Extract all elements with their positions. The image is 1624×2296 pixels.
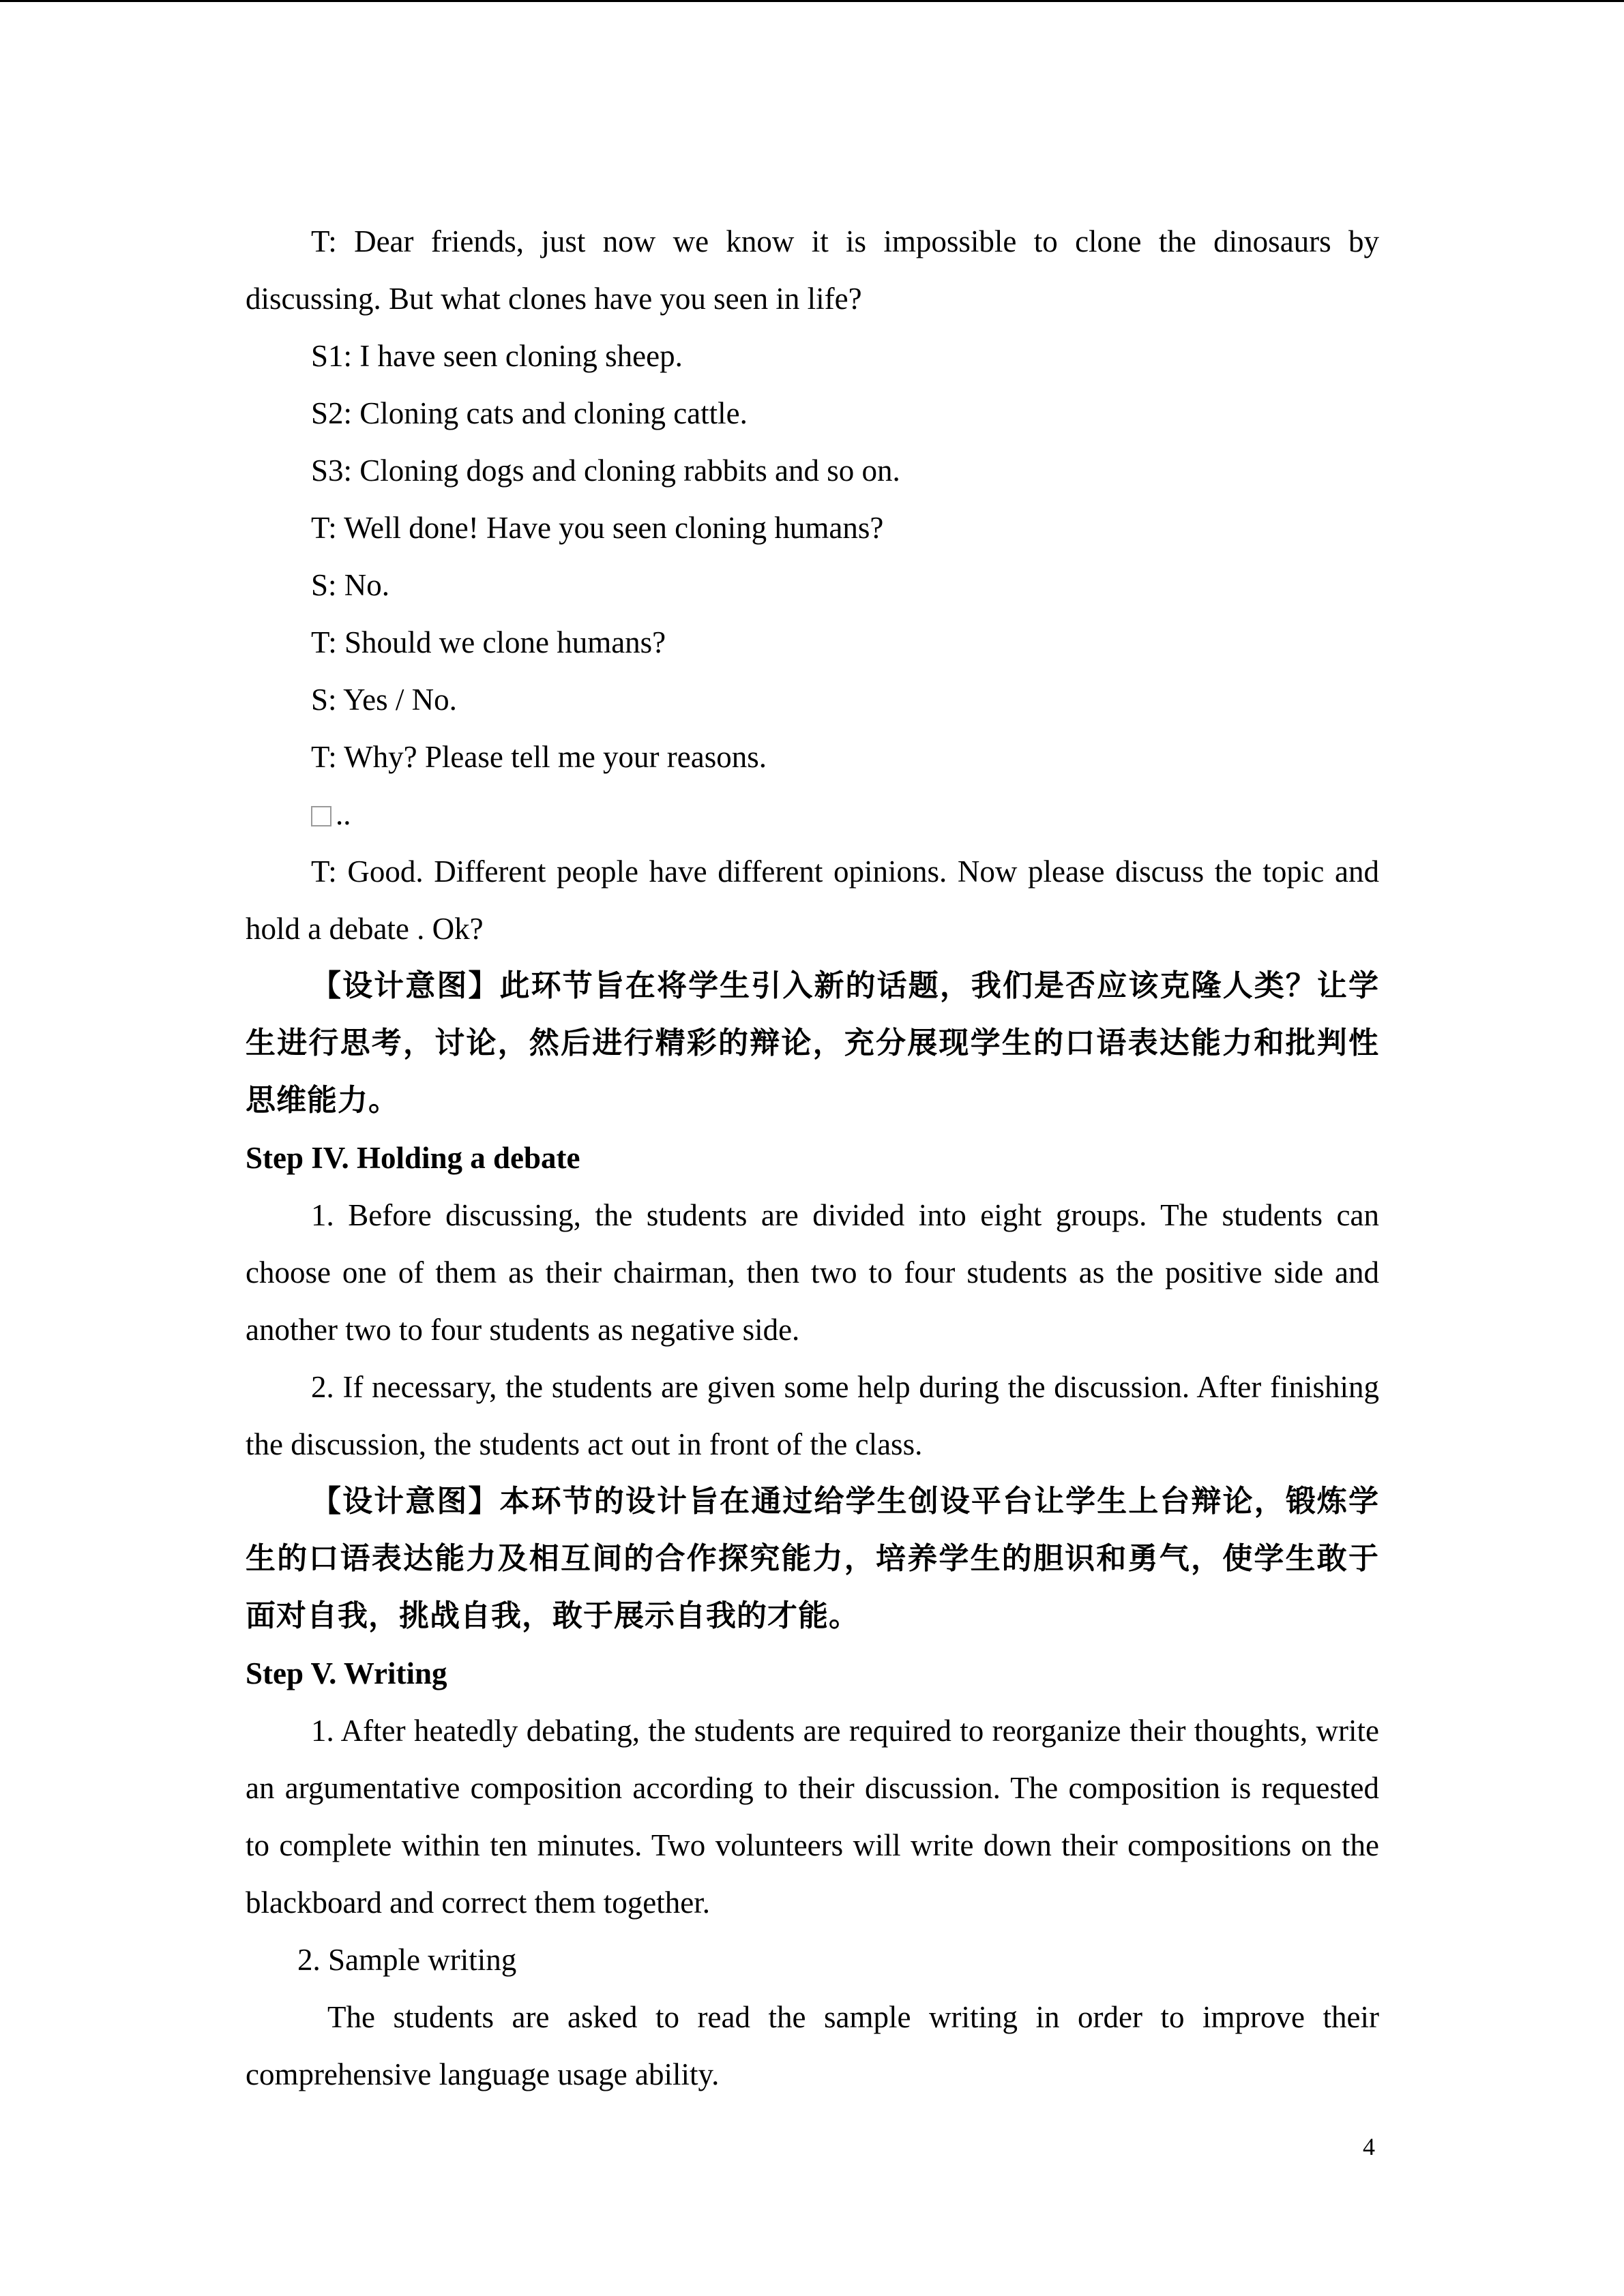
dialogue-teacher-cloning-humans: T: Well done! Have you seen cloning humans? (311, 511, 884, 545)
page-number: 4 (1363, 2133, 1375, 2160)
dialogue-teacher-debate: T: Good. Different people have different opinions. Now please discuss the topic and hold a debate . Ok? (246, 854, 1379, 946)
missing-glyph-box-icon (311, 806, 331, 826)
step-iv-item-2: 2. If necessary, the students are given some help during the discussion. After finishing the discussion, the students act out in front of the class. (246, 1370, 1379, 1461)
step-v-item-2-sample-writing: 2. Sample writing (297, 1943, 517, 1977)
dialogue-students-no: S: No. (311, 568, 390, 602)
step-iv-item-1: 1. Before discussing, the students are divided into eight groups. The students can choose one of them as their chairman, then two to four students as the positive side and another two to four students as negative side. (246, 1198, 1379, 1347)
sample-writing-description: The students are asked to read the sample writing in order to improve their comprehensive language usage ability. (246, 2000, 1379, 2091)
heading-step-v: Step V. Writing (246, 1656, 447, 1690)
dialogue-s3-answer: S3: Cloning dogs and cloning rabbits and so on. (311, 453, 900, 488)
dialogue-teacher-reasons: T: Why? Please tell me your reasons. (311, 740, 767, 774)
heading-step-iv: Step IV. Holding a debate (246, 1141, 580, 1175)
dialogue-teacher-should-clone: T: Should we clone humans? (311, 625, 666, 659)
step-v-item-1: 1. After heatedly debating, the students are required to reorganize their thoughts, write an argumentative composition according to their discussion. The composition is requested to complete within ten minutes. Two volunteers will write down their compositions on the blackboard and correct them together. (246, 1714, 1379, 1920)
dialogue-s2-answer: S2: Cloning cats and cloning cattle. (311, 396, 748, 430)
design-intent-paragraph-2: 【设计意图】本环节的设计旨在通过给学生创设平台让学生上台辩论，锻炼学生的口语表达能力及相互间的合作探究能力，培养学生的胆识和勇气，使学生敢于面对自我，挑战自我，敢于展示自我的才能。 (246, 1484, 1379, 1633)
dialogue-s1-answer: S1: I have seen cloning sheep. (311, 339, 683, 373)
dialogue-students-yes-no: S: Yes / No. (311, 683, 457, 717)
design-intent-paragraph-1: 【设计意图】此环节旨在将学生引入新的话题，我们是否应该克隆人类？让学生进行思考，讨论，然后进行精彩的辩论，充分展现学生的口语表达能力和批判性思维能力。 (246, 968, 1379, 1118)
dialogue-teacher-question-clones: T: Dear friends, just now we know it is impossible to clone the dinosaurs by discussing. But what clones have you seen in life? (246, 224, 1379, 316)
page-body (246, 213, 1379, 2103)
ellipsis-text: .. (336, 797, 351, 831)
ellipsis-line (246, 786, 1379, 843)
page-top-border (0, 0, 1624, 2)
